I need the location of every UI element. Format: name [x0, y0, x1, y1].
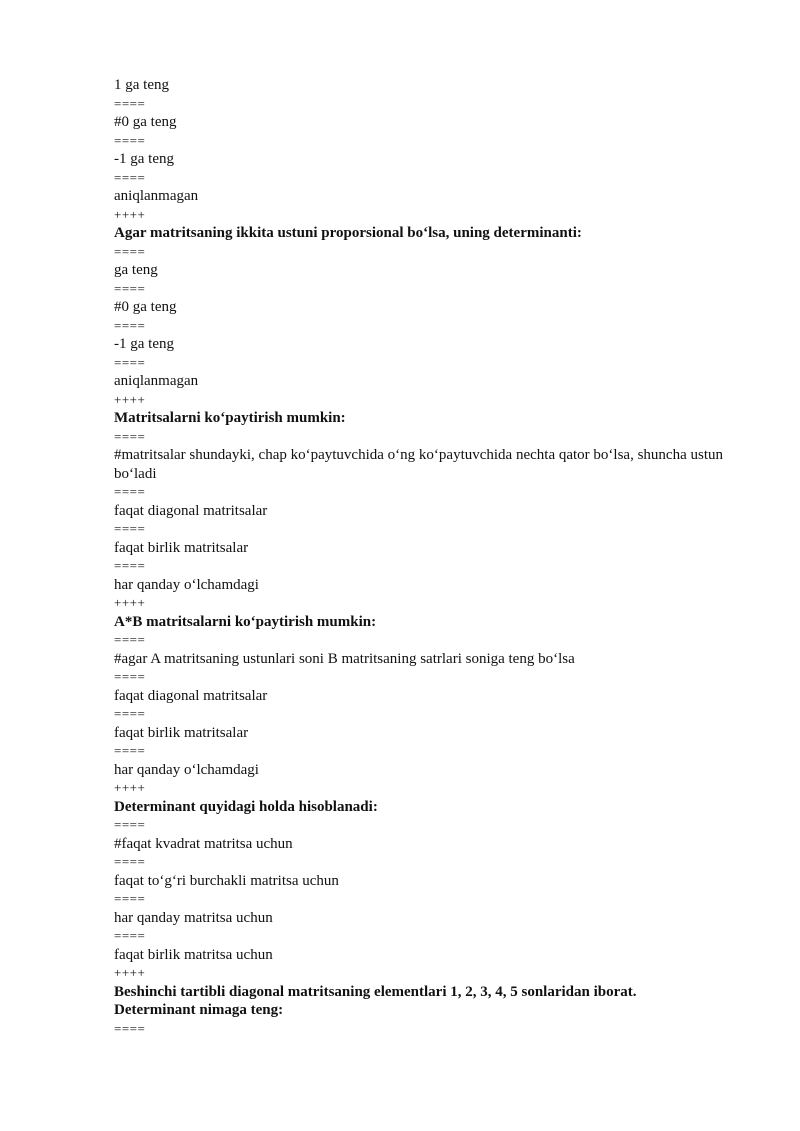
question-separator: ++++ [114, 391, 146, 407]
answer-option: #0 ga teng [114, 114, 177, 130]
option-separator: ==== [114, 817, 146, 832]
question-separator: ++++ [114, 595, 146, 610]
option-separator: ==== [114, 521, 146, 536]
answer-option: -1 ga teng [114, 336, 174, 352]
option-separator: ==== [114, 95, 146, 111]
question-text: Determinant nimaga teng: [114, 1002, 284, 1018]
option-separator: ==== [114, 280, 146, 296]
answer-option: faqat to‘g‘ri burchakli matritsa uchun [114, 872, 339, 889]
answer-option: aniqlanmagan [114, 188, 199, 204]
option-separator: ==== [114, 891, 146, 906]
option-separator: ==== [114, 743, 146, 758]
answer-option: faqat birlik matritsalar [114, 539, 249, 556]
answer-option: har qanday o‘lchamdagi [114, 576, 259, 593]
question-text: Agar matritsaning ikkita ustuni proporsional bo‘lsa, uning determinanti: [114, 225, 582, 241]
answer-option: faqat birlik matritsalar [114, 724, 249, 741]
option-separator: ==== [114, 1020, 146, 1036]
option-separator: ==== [114, 132, 146, 148]
answer-option: har qanday matritsa uchun [114, 909, 273, 926]
question-separator: ++++ [114, 780, 146, 795]
answer-option: aniqlanmagan [114, 373, 199, 389]
document-page [114, 76, 734, 1038]
question-text: Beshinchi tartibli diagonal matritsaning elementlari 1, 2, 3, 4, 5 sonlaridan iborat. [114, 983, 637, 1000]
option-separator: ==== [114, 428, 146, 444]
answer-option: faqat birlik matritsa uchun [114, 946, 273, 963]
answer-option: faqat diagonal matritsalar [114, 502, 268, 519]
answer-option: faqat diagonal matritsalar [114, 687, 268, 704]
option-separator: ==== [114, 169, 146, 185]
question-text: Matritsalarni ko‘paytirish mumkin: [114, 410, 346, 426]
answer-option: #agar A matritsaning ustunlari soni B matritsaning satrlari soniga teng bo‘lsa [114, 650, 575, 667]
option-separator: ==== [114, 558, 146, 573]
answer-option: #matritsalar shundayki, chap ko‘paytuvchida o‘ng ko‘paytuvchida nechta qator bo‘lsa, shuncha ustun bo‘ladi [114, 447, 723, 482]
answer-option: ga teng [114, 262, 158, 278]
option-separator: ==== [114, 669, 146, 684]
option-separator: ==== [114, 706, 146, 721]
answer-option: 1 ga teng [114, 77, 169, 93]
option-separator: ==== [114, 484, 146, 499]
option-separator: ==== [114, 854, 146, 869]
answer-option: -1 ga teng [114, 151, 174, 167]
answer-option: #faqat kvadrat matritsa uchun [114, 835, 293, 852]
option-separator: ==== [114, 243, 146, 259]
question-separator: ++++ [114, 965, 146, 980]
question-text: A*B matritsalarni ko‘paytirish mumkin: [114, 613, 377, 630]
option-separator: ==== [114, 632, 146, 647]
option-separator: ==== [114, 928, 146, 943]
answer-option: #0 ga teng [114, 299, 177, 315]
question-text: Determinant quyidagi holda hisoblanadi: [114, 798, 378, 815]
answer-option: har qanday o‘lchamdagi [114, 761, 259, 778]
option-separator: ==== [114, 354, 146, 370]
question-separator: ++++ [114, 206, 146, 222]
option-separator: ==== [114, 317, 146, 333]
